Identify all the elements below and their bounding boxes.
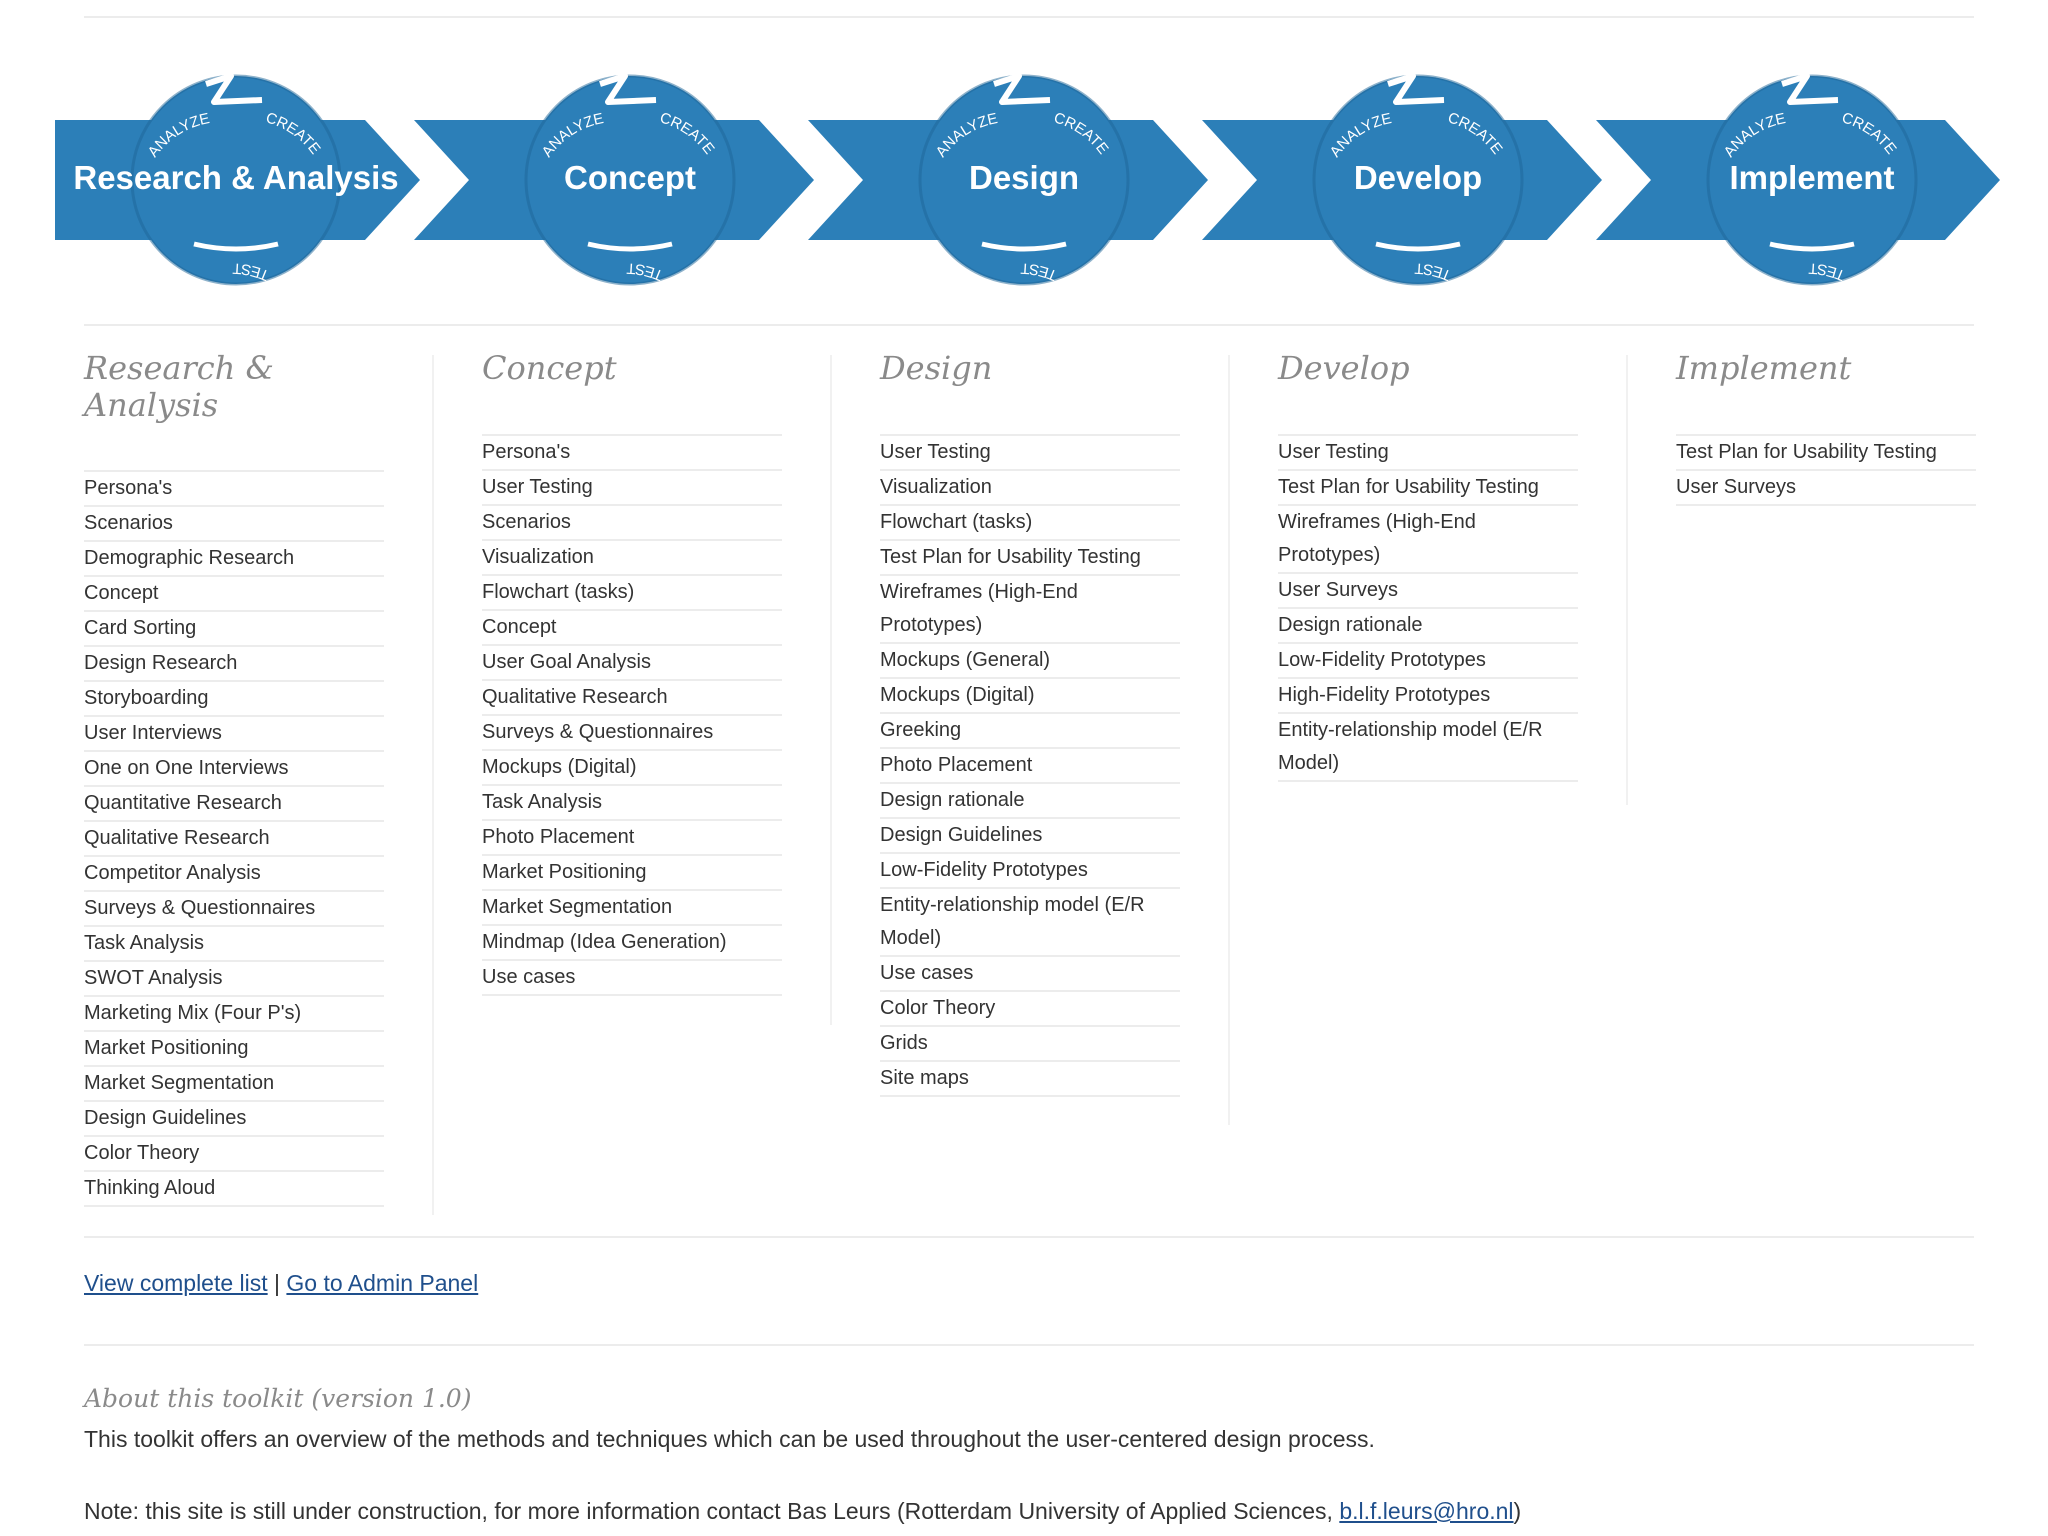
column-heading: Research & Analysis [84,349,274,424]
method-link[interactable]: Marketing Mix (Four P's) [84,997,384,1032]
stage-label[interactable]: Develop [1353,159,1483,196]
stage-label[interactable]: Design [968,159,1080,196]
method-list [84,470,384,1207]
method-link[interactable]: Surveys & Questionnaires [482,716,782,751]
method-link[interactable]: Design Guidelines [84,1102,384,1137]
method-link[interactable]: Greeking [880,714,1180,749]
method-link[interactable]: User Goal Analysis [482,646,782,681]
method-link[interactable]: Wireframes (High-End Prototypes) [880,576,1180,644]
column-divider [1626,355,1628,805]
method-list [482,434,782,996]
banner-divider [84,324,1974,326]
stage-label[interactable]: Concept [564,159,696,196]
badge-text-create: CREATE [1839,109,1900,158]
method-link[interactable]: Site maps [880,1062,1180,1097]
method-link[interactable]: Market Segmentation [84,1067,384,1102]
column-heading: Implement [1676,349,1852,387]
method-link[interactable]: User Testing [880,436,1180,471]
badge-text-analyze: ANALYZE [1326,110,1394,161]
method-link[interactable]: Design Guidelines [880,819,1180,854]
method-link[interactable]: Mockups (General) [880,644,1180,679]
method-link[interactable]: Test Plan for Usability Testing [880,541,1180,576]
method-link[interactable]: Visualization [482,541,782,576]
view-complete-list-link[interactable]: View complete list [84,1270,268,1296]
method-link[interactable]: Test Plan for Usability Testing [1278,471,1578,506]
method-link[interactable]: Wireframes (High-End Prototypes) [1278,506,1578,574]
method-link[interactable]: Scenarios [84,507,384,542]
method-link[interactable]: Market Positioning [482,856,782,891]
method-list [1676,434,1976,506]
method-link[interactable]: Storyboarding [84,682,384,717]
badge-text-create: CREATE [1051,109,1112,158]
method-list [880,434,1180,1097]
method-link[interactable]: Test Plan for Usability Testing [1676,436,1976,471]
badge-text-analyze: ANALYZE [1720,110,1788,161]
method-column [84,349,384,1199]
method-link[interactable]: Low-Fidelity Prototypes [1278,644,1578,679]
note-closing: ) [1513,1498,1522,1524]
method-link[interactable]: Persona's [482,436,782,471]
method-link[interactable]: Grids [880,1027,1180,1062]
method-link[interactable]: Mindmap (Idea Generation) [482,926,782,961]
contact-email-link[interactable]: b.l.f.leurs@hro.nl [1339,1498,1514,1524]
badge-text-test: TEST [626,259,666,284]
badge-text-analyze: ANALYZE [932,110,1000,161]
admin-panel-link[interactable]: Go to Admin Panel [286,1270,479,1296]
method-link[interactable]: Scenarios [482,506,782,541]
method-link[interactable]: Demographic Research [84,542,384,577]
top-divider [84,16,1974,18]
method-list [1278,434,1578,782]
method-link[interactable]: Persona's [84,472,384,507]
method-link[interactable]: Entity-relationship model (E/R Model) [1278,714,1578,782]
column-heading: Design [880,349,993,387]
method-column [1676,349,1976,498]
construction-note [84,1498,1521,1525]
method-link[interactable]: One on One Interviews [84,752,384,787]
stage-label[interactable]: Implement [1729,159,1895,196]
method-link[interactable]: Task Analysis [84,927,384,962]
method-link[interactable]: SWOT Analysis [84,962,384,997]
method-link[interactable]: Competitor Analysis [84,857,384,892]
method-link[interactable]: Entity-relationship model (E/R Model) [880,889,1180,957]
badge-text-analyze: ANALYZE [144,110,212,161]
method-link[interactable]: Color Theory [880,992,1180,1027]
method-link[interactable]: Quantitative Research [84,787,384,822]
method-link[interactable]: Low-Fidelity Prototypes [880,854,1180,889]
method-link[interactable]: Market Positioning [84,1032,384,1067]
note-text: Note: this site is still under construction, for more information contact Bas Leurs (Rotterdam University of Applied Sciences, [84,1498,1340,1524]
badge-text-test: TEST [1808,259,1848,284]
method-link[interactable]: User Surveys [1278,574,1578,609]
method-column [880,349,1180,1089]
method-link[interactable]: Visualization [880,471,1180,506]
column-heading: Concept [482,349,617,387]
link-separator: | [274,1270,281,1296]
method-link[interactable]: Surveys & Questionnaires [84,892,384,927]
links-divider [84,1344,1974,1346]
method-link[interactable]: User Interviews [84,717,384,752]
footer-links [84,1270,478,1297]
list-divider [84,1236,1974,1238]
method-link[interactable]: Concept [482,611,782,646]
method-link[interactable]: User Surveys [1676,471,1976,506]
badge-text-create: CREATE [657,109,718,158]
method-link[interactable]: Flowchart (tasks) [880,506,1180,541]
method-link[interactable]: Market Segmentation [482,891,782,926]
column-divider [830,355,832,1025]
badge-text-test: TEST [1414,259,1454,284]
method-link[interactable]: Mockups (Digital) [880,679,1180,714]
badge-text-analyze: ANALYZE [538,110,606,161]
method-link[interactable]: Concept [84,577,384,612]
method-link[interactable]: Design rationale [880,784,1180,819]
method-link[interactable]: User Testing [482,471,782,506]
column-divider [432,355,434,1215]
badge-text-create: CREATE [1445,109,1506,158]
about-description: This toolkit offers an overview of the methods and techniques which can be used throughout the user-centered design process. [84,1426,1375,1452]
method-link[interactable]: Design rationale [1278,609,1578,644]
method-link[interactable]: Design Research [84,647,384,682]
method-link[interactable]: Mockups (Digital) [482,751,782,786]
method-link[interactable]: Photo Placement [880,749,1180,784]
column-divider [1228,355,1230,1125]
stage-label[interactable]: Research & Analysis [73,159,399,196]
badge-text-create: CREATE [263,109,324,158]
method-link[interactable]: Qualitative Research [482,681,782,716]
method-link[interactable]: Card Sorting [84,612,384,647]
method-column [482,349,782,988]
column-heading: Develop [1278,349,1410,387]
method-link[interactable]: Thinking Aloud [84,1172,384,1207]
method-link[interactable]: Task Analysis [482,786,782,821]
method-link[interactable]: Color Theory [84,1137,384,1172]
badge-text-test: TEST [1020,259,1060,284]
method-link[interactable]: Photo Placement [482,821,782,856]
method-link[interactable]: Qualitative Research [84,822,384,857]
method-column [1278,349,1578,774]
badge-text-test: TEST [232,259,272,284]
method-link[interactable]: High-Fidelity Prototypes [1278,679,1578,714]
about-title: About this toolkit (version 1.0) [84,1384,472,1413]
method-link[interactable]: Use cases [880,957,1180,992]
method-link[interactable]: User Testing [1278,436,1578,471]
method-link[interactable]: Flowchart (tasks) [482,576,782,611]
method-link[interactable]: Use cases [482,961,782,996]
